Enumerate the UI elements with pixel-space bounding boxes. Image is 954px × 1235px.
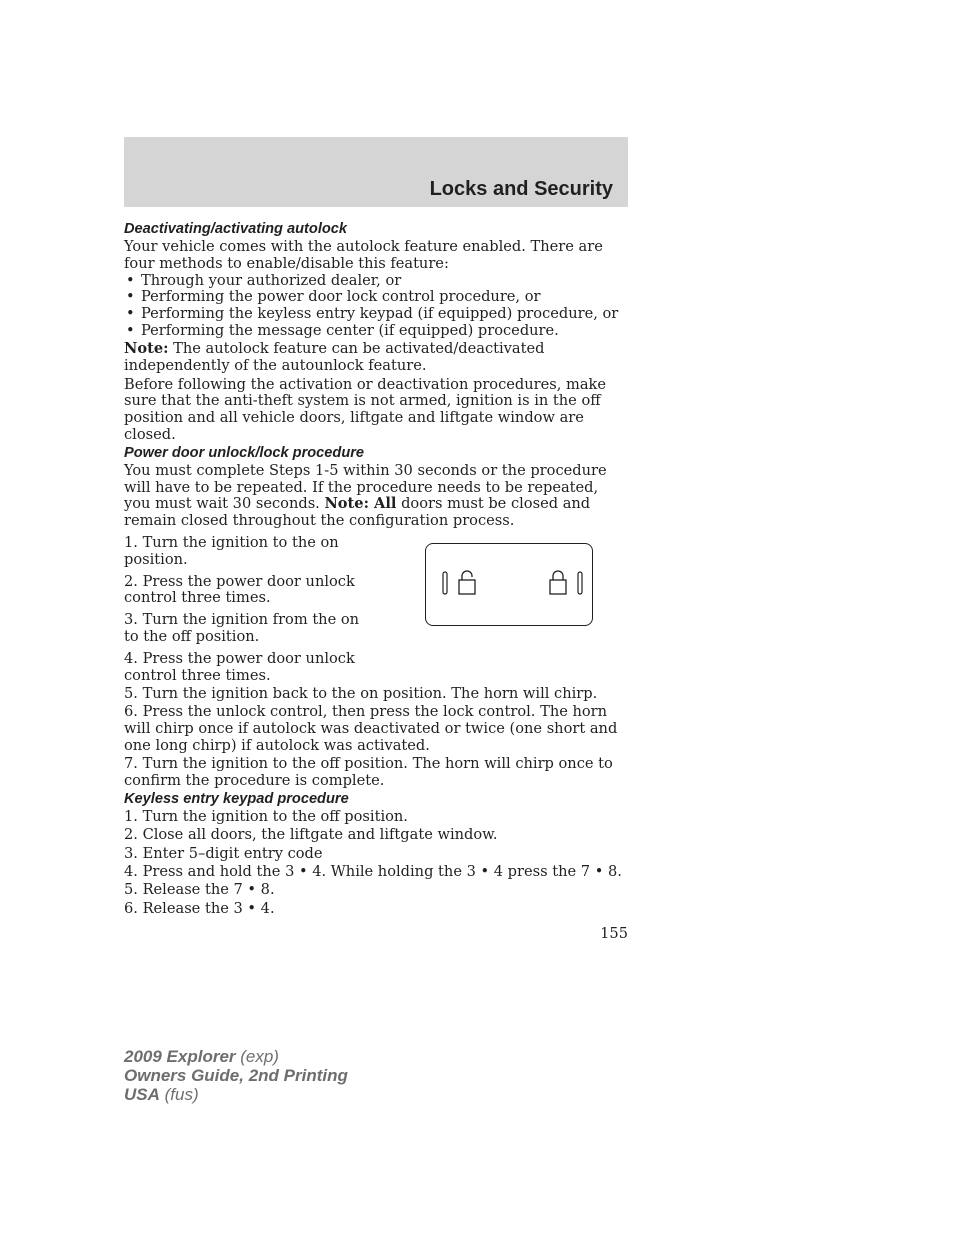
page-number: 155 [600, 925, 628, 942]
footer-model-code: (exp) [235, 1047, 279, 1066]
step-item: 5. Release the 7 • 8. [124, 881, 275, 899]
note-label: Note: All [324, 495, 397, 513]
step-item: 4. Press the power door unlock control three times. [124, 649, 355, 684]
door-lock-switch-diagram [425, 543, 593, 626]
door-lock-switch-illustration [426, 544, 594, 627]
step-item: 7. Turn the ignition to the off position. The horn will chirp once to confirm the procedure is complete. [124, 755, 613, 790]
page-title: Locks and Security [429, 178, 613, 200]
section-heading-autolock: Deactivating/activating autolock [124, 221, 348, 237]
step-item: 2. Press the power door unlock control three times. [124, 572, 355, 607]
footer-model [124, 1047, 348, 1066]
footer-region [124, 1085, 348, 1104]
before-paragraph: Before following the activation or deactivation procedures, make sure that the anti-theft system is not armed, ignition is in the off position and all vehicle doors, liftgate and liftgate window are closed. [124, 375, 607, 443]
unlock-icon [459, 571, 475, 594]
lock-icon [550, 571, 566, 594]
intro-text: doors must be closed and remain closed throughout the configuration process. [124, 495, 591, 530]
footer-guide [124, 1066, 348, 1085]
step-item: 3. Turn the ignition from the on to the off position. [124, 611, 360, 645]
power-door-intro [124, 463, 628, 530]
section-heading-keypad: Keyless entry keypad procedure [124, 790, 349, 807]
note-label: Note: [124, 340, 169, 358]
note-text: The autolock feature can be activated/deactivated independently of the autounlock feature. [124, 340, 545, 375]
bullet-item: • Through your authorized dealer, or [124, 273, 628, 290]
bullet-item: • Performing the keyless entry keypad (if equipped) procedure, or [124, 306, 628, 323]
step-item: 4. Press and hold the 3 • 4. While holding the 3 • 4 press the 7 • 8. [124, 863, 622, 881]
footer-guide-text: Owners Guide, 2nd Printing [124, 1066, 348, 1085]
bullet-item: • Performing the message center (if equipped) procedure. [124, 323, 628, 340]
step-item: 5. Turn the ignition back to the on position. The horn will chirp. [124, 684, 598, 702]
footer-model-name: 2009 Explorer [124, 1047, 236, 1066]
autolock-intro: Your vehicle comes with the autolock feature enabled. There are four methods to enable/disable this feature: [124, 238, 603, 272]
step-item: 6. Release the 3 • 4. [124, 899, 275, 917]
section-heading-power-door: Power door unlock/lock procedure [124, 444, 365, 461]
autolock-note [124, 341, 628, 375]
step-item: 2. Close all doors, the liftgate and liftgate window. [124, 826, 498, 844]
bullet-item: • Performing the power door lock control procedure, or [124, 289, 628, 306]
switch-bar-icon [443, 572, 447, 594]
intro-text: You must complete Steps 1-5 within 30 seconds or the procedure will have to be repeated. If the procedure needs to be repeated, you must wait 30 seconds. [124, 461, 607, 513]
step-item: 3. Enter 5–digit entry code [124, 844, 323, 862]
footer [124, 1047, 348, 1104]
step-item: 6. Press the unlock control, then press the lock control. The horn will chirp once if autolock was deactivated or twice (one short and one long chirp) if autolock was activated. [124, 703, 618, 754]
step-item: 1. Turn the ignition to the off position. [124, 807, 408, 825]
switch-bar-icon [578, 572, 582, 594]
step-item: 1. Turn the ignition to the on position. [124, 533, 339, 568]
footer-region-name: USA [124, 1085, 160, 1104]
footer-region-code: (fus) [159, 1085, 199, 1104]
header-band [124, 137, 628, 207]
